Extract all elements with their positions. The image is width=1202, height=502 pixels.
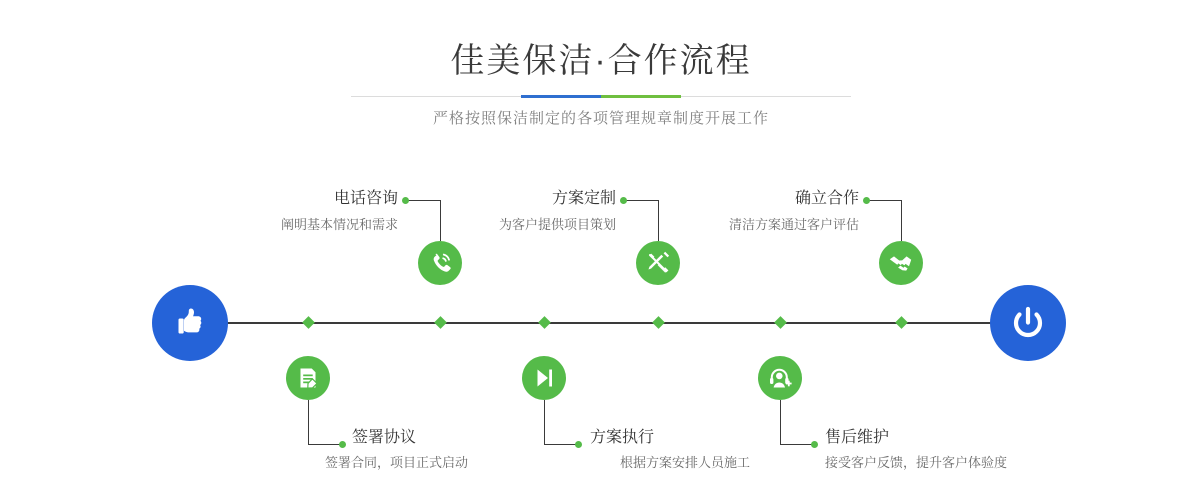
- axis-marker: [434, 316, 447, 329]
- step-connector-1-horizontal: [406, 200, 440, 201]
- step-node-4[interactable]: [522, 356, 566, 400]
- step-title-6: 售后维护: [825, 429, 890, 446]
- step-connector-2-vertical: [308, 400, 309, 444]
- step-title-3: 方案定制: [551, 190, 616, 207]
- step-connector-5-vertical: [901, 200, 902, 241]
- timeline-end-cap: [990, 285, 1066, 361]
- step-desc-2: 签署合同，项目正式启动: [325, 455, 469, 470]
- step-connector-dot-6: [811, 441, 818, 448]
- step-title-1: 电话咨询: [333, 190, 398, 207]
- page-title: 佳美保洁·合作流程: [450, 42, 752, 80]
- step-connector-6-horizontal: [780, 444, 814, 445]
- axis-marker: [538, 316, 551, 329]
- step-connector-3-horizontal: [624, 200, 658, 201]
- axis-marker: [302, 316, 315, 329]
- step-connector-2-horizontal: [308, 444, 342, 445]
- step-node-2[interactable]: [286, 356, 330, 400]
- step-desc-6: 接受客户反馈，提升客户体验度: [825, 455, 1008, 470]
- thumbs-up-icon: [170, 303, 210, 343]
- document-edit-icon: [295, 365, 321, 391]
- timeline-start-cap: [152, 285, 228, 361]
- step-desc-4: 根据方案安排人员施工: [620, 455, 751, 470]
- phone-call-icon: [427, 250, 453, 276]
- step-connector-dot-2: [339, 441, 346, 448]
- step-node-5[interactable]: [879, 241, 923, 285]
- handshake-icon: [888, 250, 914, 276]
- step-desc-5: 清洁方案通过客户评估: [728, 217, 859, 232]
- step-node-6[interactable]: [758, 356, 802, 400]
- power-icon: [1007, 302, 1049, 344]
- step-connector-dot-3: [620, 197, 627, 204]
- axis-marker: [652, 316, 665, 329]
- step-connector-dot-4: [575, 441, 582, 448]
- axis-marker: [895, 316, 908, 329]
- step-title-2: 签署协议: [352, 429, 417, 446]
- step-connector-4-horizontal: [544, 444, 578, 445]
- step-node-3[interactable]: [636, 241, 680, 285]
- page-subtitle: 严格按照保洁制定的各项管理规章制度开展工作: [432, 110, 769, 127]
- step-desc-1: 阐明基本情况和需求: [280, 217, 398, 232]
- step-connector-dot-5: [863, 197, 870, 204]
- headset-support-icon: [767, 365, 793, 391]
- step-title-4: 方案执行: [590, 429, 655, 446]
- axis-marker: [774, 316, 787, 329]
- step-connector-dot-1: [402, 197, 409, 204]
- step-node-1[interactable]: [418, 241, 462, 285]
- step-title-5: 确立合作: [794, 190, 859, 207]
- play-forward-icon: [531, 365, 557, 391]
- pen-ruler-icon: [645, 250, 671, 276]
- step-connector-4-vertical: [544, 400, 545, 444]
- title-divider-accent-green: [601, 95, 681, 98]
- step-connector-6-vertical: [780, 400, 781, 444]
- step-connector-5-horizontal: [867, 200, 901, 201]
- title-divider-accent-blue: [521, 95, 601, 98]
- step-desc-3: 为客户提供项目策划: [498, 217, 616, 232]
